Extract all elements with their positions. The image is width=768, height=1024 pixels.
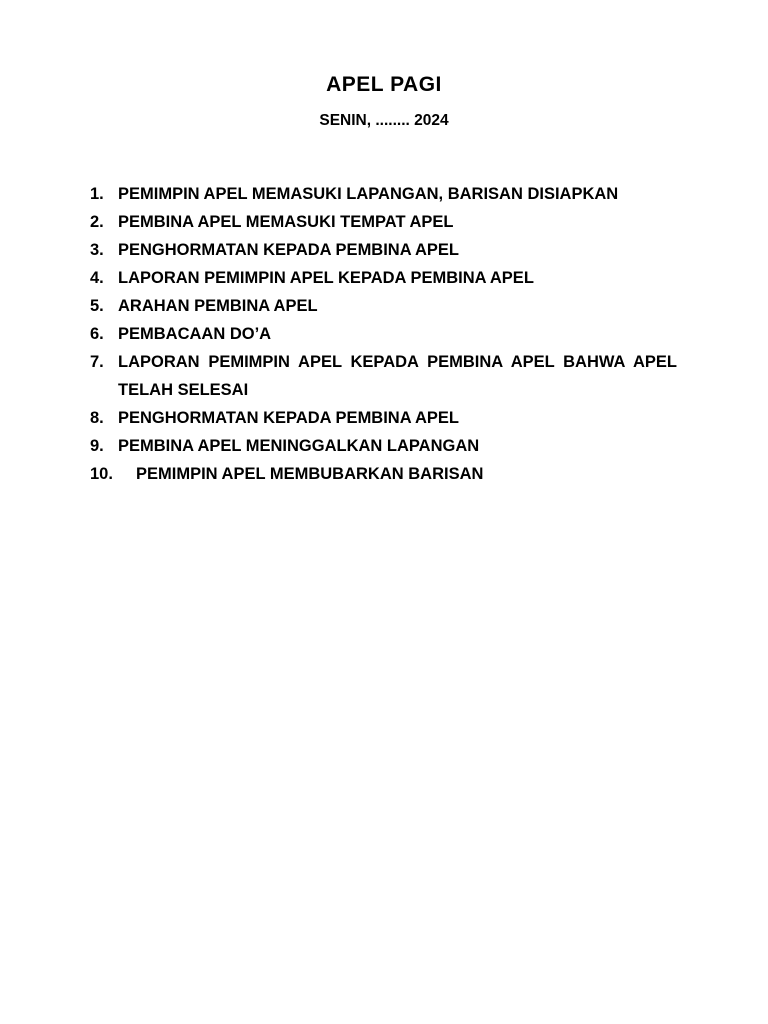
list-item-number: 5.	[90, 297, 104, 315]
list-item	[90, 348, 677, 404]
list-item-text: LAPORAN PEMIMPIN APEL KEPADA PEMBINA APEL BAHWA APEL TELAH SELESAI	[118, 353, 677, 399]
list-item-number: 2.	[90, 213, 104, 231]
list-item	[90, 236, 677, 264]
list-item-number: 7.	[90, 353, 104, 371]
list-item	[90, 432, 677, 460]
list-item-number: 6.	[90, 325, 104, 343]
list-item-text: PEMIMPIN APEL MEMASUKI LAPANGAN, BARISAN DISIAPKAN	[118, 185, 619, 203]
list-item	[90, 180, 677, 208]
list-item-number: 8.	[90, 409, 104, 427]
list-item-number: 3.	[90, 241, 104, 259]
list-item	[90, 404, 677, 432]
list-item-number: 4.	[90, 269, 104, 287]
list-item-number: 1.	[90, 185, 104, 203]
document-subtitle: SENIN, ........ 2024	[319, 112, 449, 129]
document-title: APEL PAGI	[326, 73, 442, 96]
list-item-text: PENGHORMATAN KEPADA PEMBINA APEL	[118, 241, 460, 259]
list-item-text: PEMBINA APEL MEMASUKI TEMPAT APEL	[118, 213, 454, 231]
list-item-text: PENGHORMATAN KEPADA PEMBINA APEL	[118, 409, 460, 427]
list-item-text: PEMBINA APEL MENINGGALKAN LAPANGAN	[118, 437, 480, 455]
list-item	[90, 208, 677, 236]
list-item	[90, 320, 677, 348]
list-item	[90, 460, 677, 488]
list-item	[90, 264, 677, 292]
agenda-list	[90, 180, 677, 488]
list-item	[90, 292, 677, 320]
list-item-text: ARAHAN PEMBINA APEL	[118, 297, 318, 315]
list-item-text: LAPORAN PEMIMPIN APEL KEPADA PEMBINA APEL	[118, 269, 534, 287]
list-item-number: 9.	[90, 437, 104, 455]
list-item-number: 10.	[90, 465, 113, 483]
list-item-text: PEMBACAAN DO’A	[118, 325, 272, 343]
list-item-text: PEMIMPIN APEL MEMBUBARKAN BARISAN	[136, 465, 484, 483]
